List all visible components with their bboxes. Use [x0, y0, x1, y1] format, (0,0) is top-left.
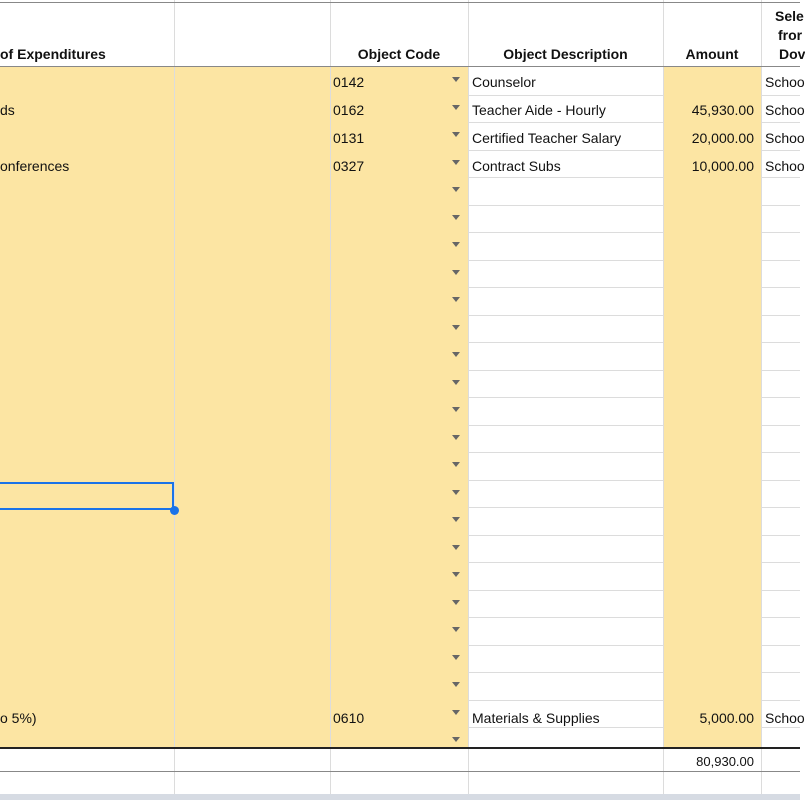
- header-object-code: Object Code: [357, 46, 441, 62]
- total-amount-cell[interactable]: 80,930.00: [696, 754, 754, 769]
- header-expenditures: of Expenditures: [0, 46, 106, 62]
- dropdown-arrow-icon[interactable]: [452, 325, 460, 330]
- dropdown-arrow-icon[interactable]: [452, 490, 460, 495]
- header-bottom-border: [0, 66, 800, 67]
- dropdown-arrow-icon[interactable]: [452, 105, 460, 110]
- row-gridline: [761, 645, 800, 646]
- row-gridline: [761, 700, 800, 701]
- row-gridline: [468, 452, 663, 453]
- object-code-cell[interactable]: 0142: [333, 74, 365, 90]
- object-code-cell[interactable]: 0162: [333, 102, 365, 118]
- row-gridline: [761, 672, 800, 673]
- total-separator: [0, 747, 800, 749]
- row-gridline: [468, 95, 663, 96]
- row-gridline: [761, 205, 800, 206]
- row-gridline: [761, 397, 800, 398]
- expenditure-desc-cell[interactable]: onferences: [0, 158, 70, 174]
- object-description-cell[interactable]: Counselor: [472, 74, 536, 90]
- row-gridline: [468, 590, 663, 591]
- col-divider: [174, 0, 175, 800]
- dropdown-arrow-icon[interactable]: [452, 545, 460, 550]
- amount-cell[interactable]: 5,000.00: [699, 710, 754, 726]
- object-code-cell[interactable]: 0131: [333, 130, 365, 146]
- amount-cell[interactable]: 10,000.00: [691, 158, 754, 174]
- row-gridline: [468, 232, 663, 233]
- col-divider: [468, 0, 469, 800]
- row-gridline: [761, 232, 800, 233]
- fill-handle[interactable]: [170, 506, 179, 515]
- object-description-cell[interactable]: Contract Subs: [472, 158, 561, 174]
- total-bottom-border: [0, 771, 800, 772]
- row-gridline: [761, 617, 800, 618]
- row-gridline: [468, 150, 663, 151]
- select-cell[interactable]: Schoo: [765, 130, 805, 146]
- select-cell[interactable]: Schoo: [765, 158, 805, 174]
- dropdown-arrow-icon[interactable]: [452, 600, 460, 605]
- row-gridline: [468, 562, 663, 563]
- dropdown-arrow-icon[interactable]: [452, 215, 460, 220]
- dropdown-arrow-icon[interactable]: [452, 297, 460, 302]
- bottom-scroll-strip: [0, 794, 800, 800]
- dropdown-arrow-icon[interactable]: [452, 132, 460, 137]
- dropdown-arrow-icon[interactable]: [452, 407, 460, 412]
- row-gridline: [468, 700, 663, 701]
- expenditure-desc-cell[interactable]: ds: [0, 102, 15, 118]
- row-gridline: [761, 150, 800, 151]
- dropdown-arrow-icon[interactable]: [452, 380, 460, 385]
- row-gridline: [468, 645, 663, 646]
- row-gridline: [761, 315, 800, 316]
- header-amount: Amount: [685, 46, 739, 62]
- col-divider: [330, 0, 331, 800]
- amount-cell[interactable]: 45,930.00: [691, 102, 754, 118]
- dropdown-arrow-icon[interactable]: [452, 655, 460, 660]
- dropdown-arrow-icon[interactable]: [452, 462, 460, 467]
- object-code-cell[interactable]: 0610: [333, 710, 365, 726]
- select-cell[interactable]: Schoo: [765, 74, 805, 90]
- header-object-description: Object Description: [503, 46, 628, 62]
- row-gridline: [761, 507, 800, 508]
- row-gridline: [468, 260, 663, 261]
- row-gridline: [468, 315, 663, 316]
- row-gridline: [468, 205, 663, 206]
- dropdown-arrow-icon[interactable]: [452, 737, 460, 742]
- row-gridline: [761, 480, 800, 481]
- dropdown-arrow-icon[interactable]: [452, 435, 460, 440]
- header-top-border: [0, 2, 800, 3]
- row-gridline: [468, 425, 663, 426]
- row-gridline: [468, 342, 663, 343]
- yellow-fill-left: [0, 67, 468, 747]
- col-divider: [663, 0, 664, 800]
- cell-selection-box[interactable]: [0, 482, 174, 510]
- row-gridline: [761, 370, 800, 371]
- row-gridline: [468, 397, 663, 398]
- row-gridline: [468, 617, 663, 618]
- row-gridline: [468, 122, 663, 123]
- dropdown-arrow-icon[interactable]: [452, 77, 460, 82]
- row-gridline: [468, 672, 663, 673]
- header-select-line3: Dov: [779, 46, 805, 62]
- row-gridline: [468, 370, 663, 371]
- dropdown-arrow-icon[interactable]: [452, 352, 460, 357]
- row-gridline: [468, 480, 663, 481]
- row-gridline: [761, 562, 800, 563]
- dropdown-arrow-icon[interactable]: [452, 627, 460, 632]
- dropdown-arrow-icon[interactable]: [452, 160, 460, 165]
- row-gridline: [468, 535, 663, 536]
- object-description-cell[interactable]: Teacher Aide - Hourly: [472, 102, 606, 118]
- row-gridline: [761, 95, 800, 96]
- object-code-cell[interactable]: 0327: [333, 158, 365, 174]
- dropdown-arrow-icon[interactable]: [452, 572, 460, 577]
- dropdown-arrow-icon[interactable]: [452, 270, 460, 275]
- row-gridline: [761, 177, 800, 178]
- col-divider: [761, 0, 762, 800]
- row-gridline: [761, 590, 800, 591]
- dropdown-arrow-icon[interactable]: [452, 242, 460, 247]
- header-select-line2: fror: [778, 27, 803, 43]
- row-gridline: [761, 342, 800, 343]
- row-gridline: [761, 452, 800, 453]
- object-description-cell[interactable]: Materials & Supplies: [472, 710, 600, 726]
- dropdown-arrow-icon[interactable]: [452, 187, 460, 192]
- row-gridline: [761, 260, 800, 261]
- expenditure-desc-cell[interactable]: o 5%): [0, 710, 37, 726]
- row-gridline: [761, 122, 800, 123]
- object-description-cell[interactable]: Certified Teacher Salary: [472, 130, 622, 146]
- dropdown-arrow-icon[interactable]: [452, 710, 460, 715]
- row-gridline: [468, 507, 663, 508]
- row-gridline: [468, 177, 663, 178]
- row-gridline: [468, 287, 663, 288]
- row-gridline: [761, 287, 800, 288]
- dropdown-arrow-icon[interactable]: [452, 517, 460, 522]
- row-gridline: [761, 425, 800, 426]
- dropdown-arrow-icon[interactable]: [452, 682, 460, 687]
- header-select-line1: Sele: [775, 8, 804, 24]
- amount-cell[interactable]: 20,000.00: [691, 130, 754, 146]
- select-cell[interactable]: Schoo: [765, 710, 805, 726]
- select-cell[interactable]: Schoo: [765, 102, 805, 118]
- row-gridline: [761, 535, 800, 536]
